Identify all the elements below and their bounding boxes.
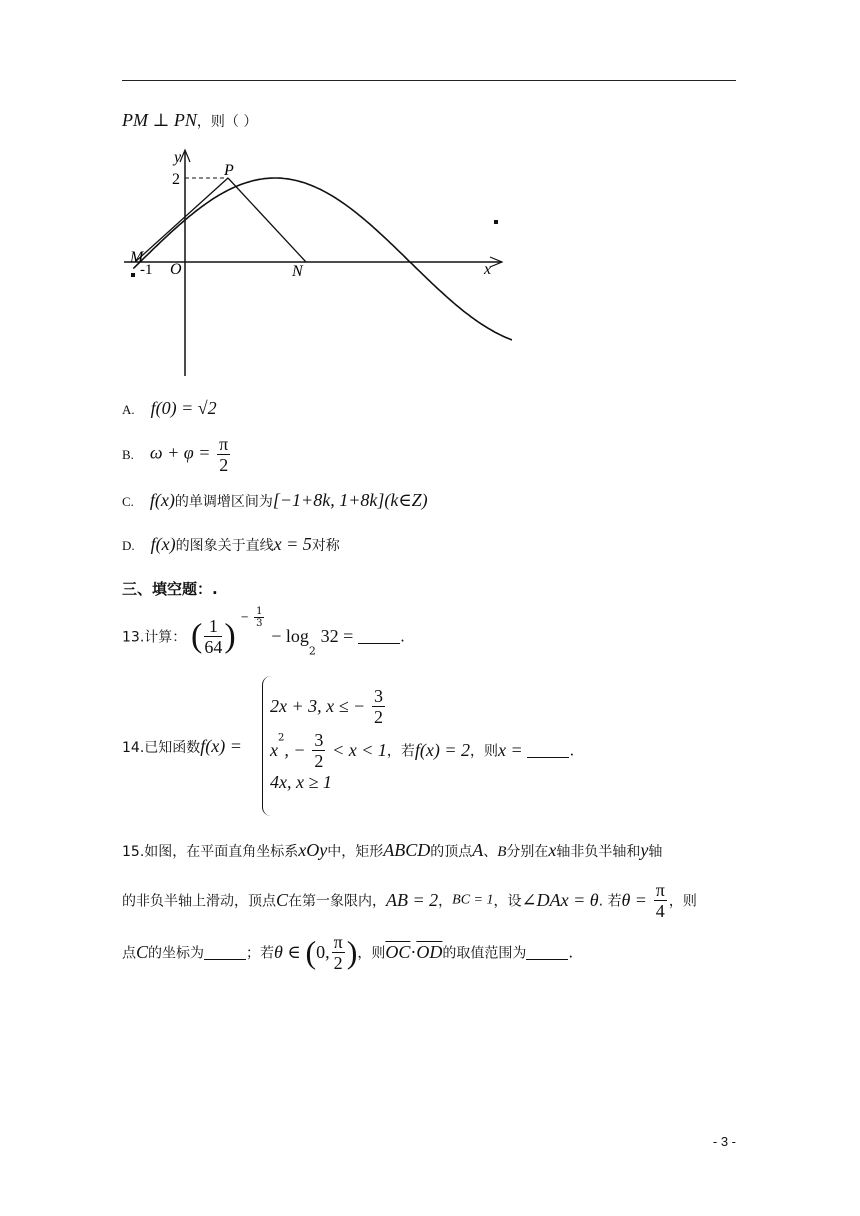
option-b-num: π xyxy=(219,434,229,454)
option-a-expr: f(0) = √2 xyxy=(150,398,217,418)
q14-case1 xyxy=(270,686,387,727)
q13-right-paren: ) xyxy=(224,617,236,655)
q14-case1-den: 2 xyxy=(373,707,383,727)
option-b-letter: B. xyxy=(122,446,134,462)
q15-text-2c: ，设 xyxy=(493,893,522,910)
q14-case2-range: < x < 1 xyxy=(332,740,387,760)
q15-abcd: ABCD xyxy=(383,840,431,860)
q15-text-3b: 的坐标为 xyxy=(148,945,205,962)
x-tick-minus-1: -1 xyxy=(140,262,153,278)
q12-condition-line xyxy=(122,110,257,131)
option-c-text: 的单调增区间为 xyxy=(174,494,273,510)
q15-text-1c: 的顶点 xyxy=(430,844,473,860)
option-d-letter: D. xyxy=(122,538,135,553)
option-d xyxy=(122,534,340,555)
q15-text-1b: 中，矩形 xyxy=(327,844,384,860)
q14-case1-fraction xyxy=(372,686,385,727)
left-endpoint-marker xyxy=(131,273,135,277)
header-rule xyxy=(122,80,736,81)
q15-interval-open: ( xyxy=(305,934,317,970)
q15-zero: 0, xyxy=(316,942,330,962)
q15-answer-blank-1[interactable] xyxy=(204,945,246,960)
q13-exp-fraction xyxy=(254,606,264,629)
q15-text-1d: 分别在 xyxy=(506,844,549,860)
q15-dot: · xyxy=(410,942,417,962)
q14-case3 xyxy=(270,772,332,793)
q14-label: 14.已知函数 xyxy=(122,740,201,756)
q15-b: B xyxy=(497,844,507,860)
q15-sep: 、 xyxy=(483,844,498,860)
q15-end: . xyxy=(568,943,574,962)
option-d-line: x = 5 xyxy=(273,534,312,554)
q14-mid: ，若 xyxy=(386,743,415,760)
q15-pi-over-2 xyxy=(332,932,345,973)
q15-line1 xyxy=(122,840,662,861)
q15-bc: BC = 1 xyxy=(452,892,494,908)
q15-text-1a: 15.如图，在平面直角坐标系 xyxy=(122,844,299,860)
option-c-f: f(x) xyxy=(149,490,175,510)
q15-theta-in: θ ∈ xyxy=(274,942,301,962)
point-m-label: M xyxy=(130,249,144,266)
option-b-den: 2 xyxy=(219,455,229,475)
q15-answer-blank-2[interactable] xyxy=(526,945,568,960)
q15-c2: C xyxy=(136,942,149,962)
x-label: x xyxy=(484,261,492,278)
sine-graph xyxy=(122,142,512,378)
q15-pi2: π xyxy=(333,932,343,952)
q15-angle: ∠DAx = θ xyxy=(521,890,599,910)
q14-case2-den: 2 xyxy=(314,751,324,771)
q13-log: − log xyxy=(271,626,309,646)
q15-text-1e: 轴非负半轴和 xyxy=(556,844,641,860)
q15-two: 2 xyxy=(333,953,343,973)
q14-case2 xyxy=(270,730,574,771)
q13-exp-sign: − xyxy=(240,612,249,623)
option-d-text: 的图象关于直线 xyxy=(175,538,274,554)
q14-case2-sup: 2 xyxy=(278,732,285,744)
q15-text-2e: ，则 xyxy=(668,893,697,910)
q13-answer-blank[interactable] xyxy=(358,629,400,644)
q13 xyxy=(122,606,405,658)
q15-text-3a: 点 xyxy=(122,945,136,962)
option-a xyxy=(122,398,217,419)
q14-lead xyxy=(122,736,242,757)
q15-interval-close: ) xyxy=(346,934,358,970)
option-b-lhs: ω + φ = xyxy=(149,442,211,463)
q14-case1-num: 3 xyxy=(373,686,383,706)
q15-text-2a: 的非负半轴上滑动，顶点 xyxy=(122,893,276,910)
q13-label: 13.计算： xyxy=(122,629,187,646)
point-n-label: N xyxy=(292,263,303,280)
q14-answer-blank[interactable] xyxy=(527,743,569,758)
q14-case2-num: 3 xyxy=(314,730,324,750)
q13-log-arg: 32 = xyxy=(320,626,354,646)
option-b-fraction xyxy=(217,434,230,475)
q15-pi: π xyxy=(655,880,665,900)
q13-left-paren: ( xyxy=(191,617,203,655)
q15-text-2d: . 若 xyxy=(598,893,622,910)
q15-xoy: xOy xyxy=(298,840,328,860)
q13-den: 64 xyxy=(204,637,223,657)
q14-ask: x = xyxy=(498,740,523,760)
q14-case2-sep: , − xyxy=(284,740,306,760)
q15-a: A xyxy=(472,840,484,860)
q12-condition: PM ⊥ PN xyxy=(122,110,197,130)
q15-od-vector: $\overline{OD}$ xyxy=(416,942,443,962)
option-c-letter: C. xyxy=(122,494,134,509)
q15-ab: AB = 2 xyxy=(386,890,439,910)
q14-then: ，则 xyxy=(470,743,499,760)
q15-text-3e: 的取值范围为 xyxy=(442,945,527,962)
page-number: - 3 - xyxy=(712,1134,736,1149)
right-endpoint-marker xyxy=(494,220,498,224)
segment-pn xyxy=(228,178,306,262)
y-label: y xyxy=(174,149,182,166)
origin-label: O xyxy=(170,261,182,278)
option-c-interval: [−1+8k, 1+8k](k∈Z) xyxy=(272,490,428,510)
q15-four: 4 xyxy=(655,901,665,921)
point-p-label: P xyxy=(224,162,234,179)
q13-exponent xyxy=(240,606,266,629)
q12-suffix: ，则（ ） xyxy=(196,114,258,130)
q14-f: f(x) = xyxy=(200,736,242,756)
q15-text-2b: 在第一象限内， xyxy=(288,893,387,910)
y-tick-2: 2 xyxy=(172,171,180,188)
q13-num: 1 xyxy=(204,616,222,637)
q13-exp-den: 3 xyxy=(256,618,263,629)
option-c xyxy=(122,490,428,511)
q15-text-3c: ；若 xyxy=(246,945,275,962)
q14-case3-text: 4x, x ≥ 1 xyxy=(270,772,332,792)
q15-line3 xyxy=(122,932,573,973)
q15-text-3d: ，则 xyxy=(357,945,386,962)
q14-cond: f(x) = 2 xyxy=(414,740,471,760)
q13-end: . xyxy=(400,627,405,646)
option-d-f: f(x) xyxy=(150,534,176,554)
q13-log-base: 2 xyxy=(308,644,316,658)
option-d-tail: 对称 xyxy=(311,538,340,554)
q15-line2 xyxy=(122,880,697,921)
q13-fraction xyxy=(204,616,222,657)
segment-pm xyxy=(135,178,228,262)
q14-end: . xyxy=(569,741,575,760)
q15-oc-vector: $\overline{OC}$ xyxy=(385,942,411,962)
option-b xyxy=(122,434,232,475)
q14-case1-text: 2x + 3, x ≤ − xyxy=(270,696,366,716)
q15-x: x xyxy=(548,840,557,860)
q15-y: y xyxy=(640,840,649,860)
q15-c: C xyxy=(276,890,289,910)
q14-case2-fraction xyxy=(312,730,325,771)
q15-comma: ， xyxy=(438,893,453,910)
q14-case2-x: x xyxy=(270,740,278,760)
option-a-letter: A. xyxy=(122,402,135,417)
q13-exp-num: 1 xyxy=(256,606,263,617)
section-3-heading: 三、填空题：. xyxy=(122,580,218,598)
q15-pi-over-4 xyxy=(654,880,667,921)
q15-text-1f: 轴 xyxy=(648,844,663,860)
q15-theta-eq: θ = xyxy=(621,890,647,910)
